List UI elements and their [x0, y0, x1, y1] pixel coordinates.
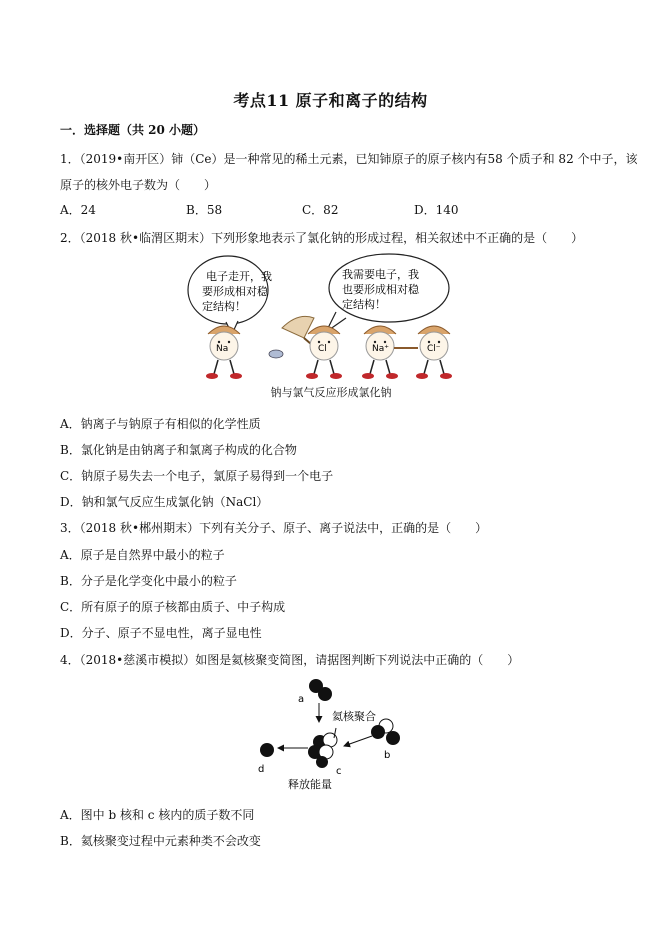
- q1-option-a: A．24: [60, 203, 96, 217]
- q2-stem: 2．（2018 秋•临渭区期末）下列形象地表示了氯化钠的形成过程，相关叙述中不正确的是（ ）: [60, 231, 584, 245]
- center-particle-5: [316, 756, 328, 768]
- section-heading: 一．选择题（共 20 小题）: [60, 123, 206, 137]
- q2-option-d: D．钠和氯气反应生成氯化钠（NaCl）: [60, 495, 269, 509]
- q1-option-d: D．140: [414, 203, 459, 217]
- cl-atom-figure: [306, 326, 342, 379]
- bubble-left-line1: 电子走开，我: [206, 270, 272, 283]
- q2-option-c: C．钠原子易失去一个电子，氯原子易得到一个电子: [60, 469, 334, 483]
- net-icon: [282, 316, 314, 338]
- label-c: c: [336, 766, 342, 777]
- na-ion-figure: [362, 326, 398, 379]
- atom-label-cl-ion: Cl⁻: [427, 344, 441, 354]
- nucleus-a-particle-2: [318, 687, 332, 701]
- q1-stem-line2: 原子的核外电子数为（ ）: [60, 178, 217, 192]
- bubble-left-line3: 定结构！: [202, 300, 246, 313]
- label-a: a: [298, 694, 305, 705]
- q3-option-c: C．所有原子的原子核都由质子、中子构成: [60, 600, 286, 614]
- q4-stem: 4．（2018•慈溪市模拟）如图是氦核聚变简图，请据图判断下列说法中正确的（ ）: [60, 653, 520, 667]
- bubble-left-line2: 要形成相对稳: [202, 285, 268, 298]
- q2-option-a: A．钠离子与钠原子有相似的化学性质: [60, 417, 261, 431]
- q4-option-b: B．氦核聚变过程中元素种类不会改变: [60, 834, 261, 848]
- q1-option-b: B．58: [186, 203, 223, 217]
- atom-label-na-ion: Na⁺: [372, 344, 389, 354]
- fusion-label: 氦核聚合: [332, 710, 376, 723]
- q4-option-a: A．图中 b 核和 c 核内的质子数不同: [60, 808, 255, 822]
- particle-d: [260, 743, 274, 757]
- q2-option-b: B．氯化钠是由钠离子和氯离子构成的化合物: [60, 443, 297, 457]
- bubble-right-line1: 我需要电子，我: [342, 268, 419, 281]
- atom-label-na: Na: [216, 344, 229, 354]
- cl-ion-figure: [416, 326, 452, 379]
- nucleus-b-particle-3: [386, 731, 400, 745]
- q3-option-b: B．分子是化学变化中最小的粒子: [60, 574, 237, 588]
- arrow-b-to-center: [344, 736, 372, 746]
- label-b: b: [384, 750, 391, 761]
- q3-stem: 3．（2018 秋•郴州期末）下列有关分子、原子、离子说法中，正确的是（ ）: [60, 521, 488, 535]
- nucleus-b-particle-2: [371, 725, 385, 739]
- helium-fusion-figure: [252, 676, 412, 792]
- bubble-right-line3: 定结构！: [342, 298, 386, 311]
- fusion-diagram: [252, 676, 412, 792]
- q3-option-d: D．分子、原子不显电性，离子显电性: [60, 626, 262, 640]
- q1-options: [60, 201, 620, 217]
- nacl-cartoon: [186, 250, 476, 380]
- electron-icon: [269, 350, 283, 358]
- release-label: 释放能量: [288, 778, 332, 791]
- nacl-formation-figure: [186, 250, 476, 405]
- q1-stem-line1: 1．（2019•南开区）铈（Ce）是一种常见的稀土元素，已知铈原子的原子核内有58 个质子和 82 个中子，该: [60, 152, 638, 166]
- bubble-right-line2: 也要形成相对稳: [342, 283, 419, 296]
- page-title: 考点11 原子和离子的结构: [233, 91, 428, 110]
- figure-caption: 钠与氯气反应形成氯化钠: [270, 386, 392, 399]
- q1-option-c: C．82: [302, 203, 339, 217]
- q3-option-a: A．原子是自然界中最小的粒子: [60, 548, 225, 562]
- atom-label-cl: Cl: [318, 344, 327, 354]
- na-atom-figure: [206, 326, 242, 379]
- label-d: d: [258, 764, 265, 775]
